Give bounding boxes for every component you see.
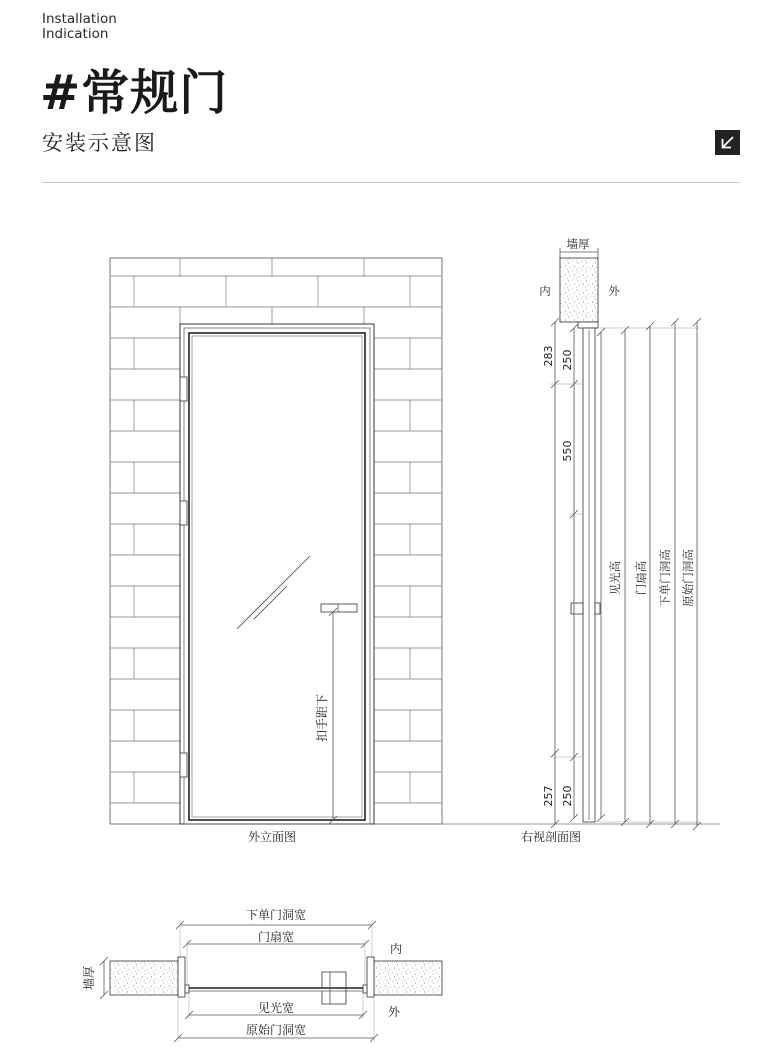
lower-opening-width-label: 下单门洞宽 [245,908,307,922]
elevation-caption: 外立面图 [247,830,297,844]
hinge-middle [180,501,187,525]
dim-top-total: 283 [542,345,555,367]
section-inside-label: 内 [539,284,551,298]
plan-inside-label: 内 [389,942,403,956]
wall-section-lintel [560,258,598,322]
plan-outside-label: 外 [387,1005,401,1019]
dim-bottom-total: 257 [542,785,555,807]
leaf-width-label: 门扇宽 [257,930,295,944]
dim-bottom-inner: 250 [561,785,574,807]
hinge-top [180,377,187,401]
dim-top-inner: 250 [561,349,574,371]
section-view [440,248,720,830]
original-opening-width-label: 原始门洞宽 [245,1023,307,1037]
clear-height-label: 见光高 [608,560,622,596]
elevation-view [110,258,442,824]
door-handle [321,604,357,612]
header-label-en-line1: Installation [42,11,117,27]
section-wall-thickness-label: 墙厚 [566,237,590,251]
hinge-bottom [180,753,187,777]
plan-wall-left [110,961,178,995]
dim-mid: 550 [561,440,574,462]
handle-distance-label: 扣手距下 [315,693,329,743]
page-subtitle: 安装示意图 [42,131,157,155]
plan-wall-thickness-label: 墙厚 [82,965,96,991]
header-label-en-line2: Indication [42,26,109,42]
lower-opening-height-label: 下单门洞高 [658,549,672,607]
section-outside-label: 外 [608,284,620,298]
page-title: #常规门 [40,65,229,121]
original-opening-height-label: 原始门洞高 [681,549,695,607]
section-caption: 右视剖面图 [520,830,582,844]
leaf-height-label: 门扇高 [634,560,648,596]
plan-wall-right [374,961,442,995]
clear-width-label: 见光宽 [257,1001,295,1015]
